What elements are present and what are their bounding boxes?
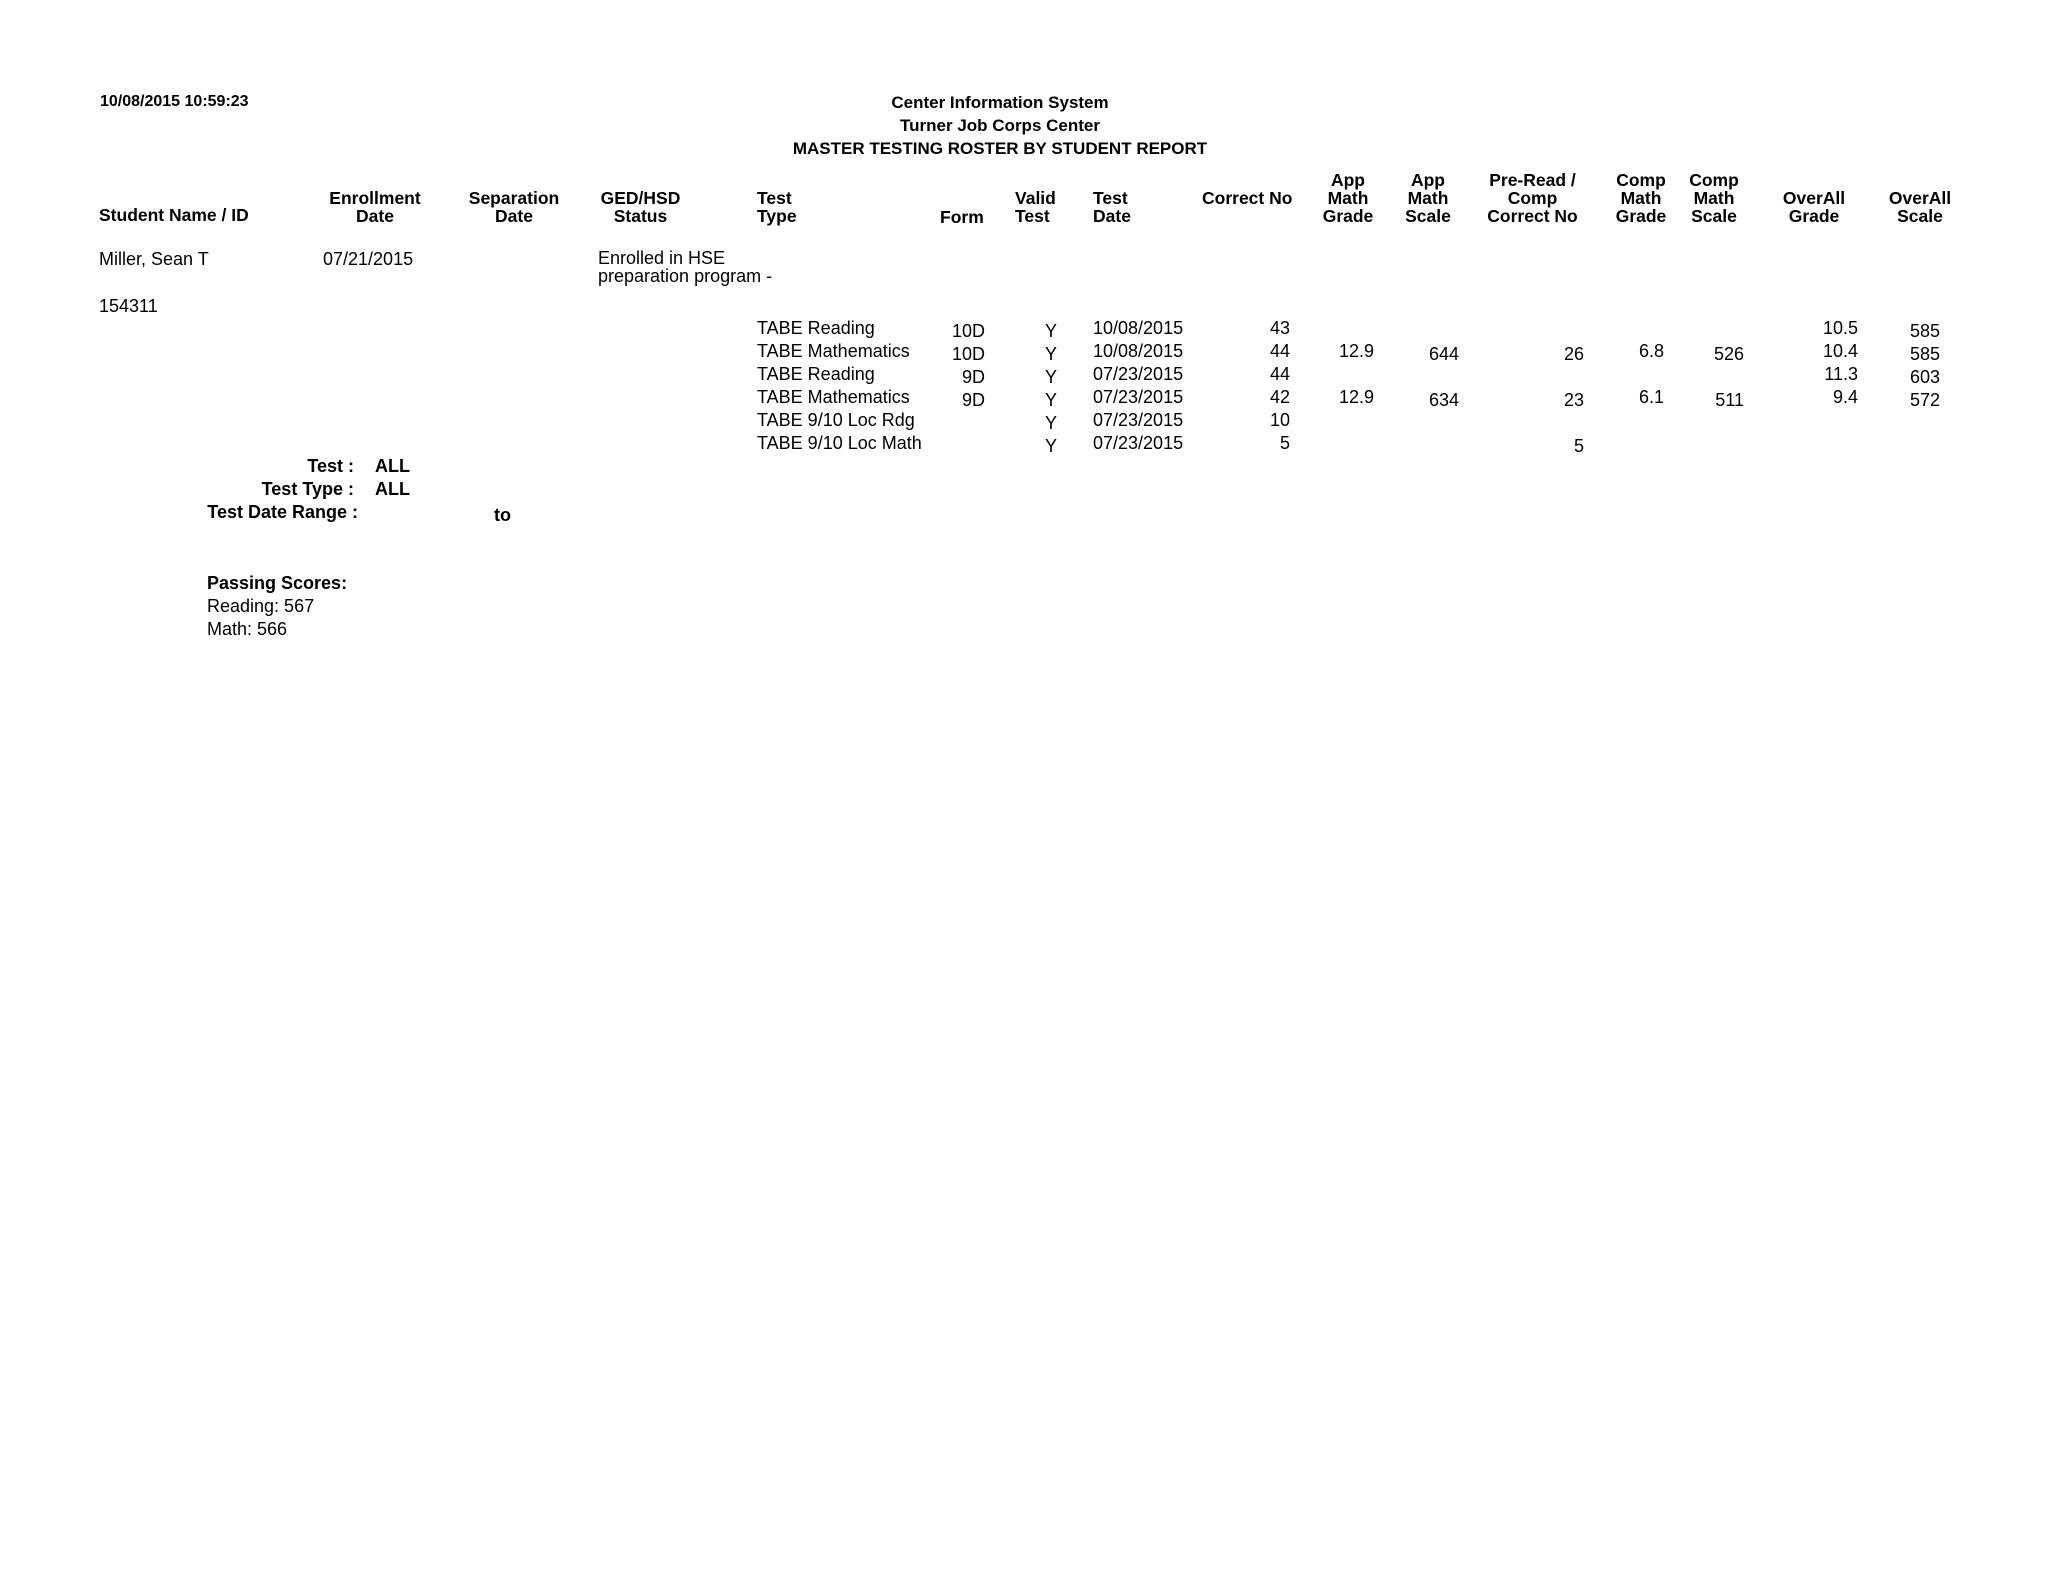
- col-comp-math-scale: Comp Math Scale: [1689, 170, 1739, 226]
- report-timestamp: 10/08/2015 10:59:23: [100, 93, 249, 110]
- test-date: 10/08/2015: [1093, 341, 1184, 361]
- test-type: TABE Mathematics: [757, 341, 910, 361]
- test-date: 07/23/2015: [1093, 433, 1184, 453]
- col-correct-no: Correct No: [1202, 188, 1293, 208]
- app-math-grade: 12.9: [1338, 341, 1374, 361]
- overall-scale: 603: [1909, 367, 1940, 387]
- test-type: TABE Reading: [757, 318, 875, 338]
- col-student-name-id: Student Name / ID: [99, 205, 249, 225]
- filter-date-range-to: to: [494, 505, 511, 525]
- col-app-math-grade: App Math Grade: [1322, 170, 1374, 226]
- passing-score-reading: Reading: 567: [207, 596, 315, 616]
- test-date: 07/23/2015: [1093, 364, 1184, 384]
- filter-test-type-value: ALL: [375, 479, 410, 499]
- passing-scores: [207, 572, 347, 641]
- filter-test-type-label: Test Type :: [261, 479, 354, 499]
- overall-scale: 585: [1909, 321, 1940, 341]
- correct-no: 44: [1269, 364, 1290, 384]
- passing-score-math: Math: 566: [207, 619, 288, 639]
- system-name: Center Information System: [891, 93, 1109, 112]
- pre-read-comp: 5: [1573, 436, 1584, 456]
- comp-math-scale: 526: [1713, 344, 1744, 364]
- test-type: TABE Mathematics: [757, 387, 910, 407]
- comp-math-scale: 511: [1715, 390, 1744, 410]
- col-form: Form: [940, 207, 984, 227]
- overall-grade: 10.4: [1822, 341, 1858, 361]
- student-name: Miller, Sean T: [99, 249, 209, 269]
- filter-date-range-label: Test Date Range :: [207, 502, 358, 522]
- app-math-grade: 12.9: [1338, 387, 1374, 407]
- col-test-date: Test Date: [1093, 188, 1131, 226]
- valid-test: Y: [1044, 413, 1057, 433]
- col-valid-test: Valid Test: [1015, 188, 1056, 226]
- overall-scale: 585: [1909, 344, 1940, 364]
- comp-math-grade: 6.1: [1638, 387, 1664, 407]
- valid-test: Y: [1044, 367, 1057, 387]
- pre-read-comp: 23: [1563, 390, 1584, 410]
- test-date: 10/08/2015: [1093, 318, 1184, 338]
- correct-no: 43: [1269, 318, 1290, 338]
- app-math-scale: 634: [1428, 390, 1459, 410]
- correct-no: 5: [1279, 433, 1290, 453]
- valid-test: Y: [1044, 344, 1057, 364]
- center-name: Turner Job Corps Center: [900, 116, 1100, 135]
- col-separation-date: Separation Date: [468, 188, 560, 226]
- col-enrollment-date: Enrollment Date: [329, 188, 421, 226]
- correct-no: 10: [1269, 410, 1290, 430]
- ged-hsd-status: Enrolled in HSE preparation program -: [598, 248, 773, 286]
- app-math-scale: 644: [1428, 344, 1459, 364]
- test-date: 07/23/2015: [1093, 410, 1184, 430]
- comp-math-grade: 6.8: [1638, 341, 1664, 361]
- test-form: 9D: [961, 390, 985, 410]
- test-type: TABE 9/10 Loc Math: [757, 433, 922, 453]
- col-pre-read-comp-correct: Pre-Read / Comp Correct No: [1487, 170, 1578, 226]
- report-title: MASTER TESTING ROSTER BY STUDENT REPORT: [792, 139, 1208, 158]
- test-type: TABE Reading: [757, 364, 875, 384]
- col-app-math-scale: App Math Scale: [1405, 170, 1451, 226]
- overall-scale: 572: [1909, 390, 1940, 410]
- pre-read-comp: 26: [1563, 344, 1584, 364]
- col-test-type: Test Type: [757, 188, 797, 226]
- test-form: 10D: [951, 321, 985, 341]
- test-form: 10D: [951, 344, 985, 364]
- filter-test-value: ALL: [375, 456, 410, 476]
- col-overall-scale: OverAll Scale: [1888, 188, 1952, 226]
- valid-test: Y: [1044, 390, 1057, 410]
- overall-grade: 9.4: [1832, 387, 1858, 407]
- overall-grade: 10.5: [1822, 318, 1858, 338]
- col-ged-hsd-status: GED/HSD Status: [600, 188, 681, 226]
- enrollment-date: 07/21/2015: [323, 249, 414, 269]
- overall-grade: 11.3: [1824, 364, 1858, 384]
- test-date: 07/23/2015: [1093, 387, 1184, 407]
- passing-scores-title: Passing Scores:: [207, 573, 348, 593]
- correct-no: 44: [1269, 341, 1290, 361]
- col-comp-math-grade: Comp Math Grade: [1615, 170, 1667, 226]
- col-overall-grade: OverAll Grade: [1782, 188, 1846, 226]
- valid-test: Y: [1044, 321, 1057, 341]
- valid-test: Y: [1044, 436, 1057, 456]
- test-type: TABE 9/10 Loc Rdg: [757, 410, 915, 430]
- student-id: 154311: [99, 296, 158, 316]
- filter-test-label: Test :: [307, 456, 354, 476]
- test-form: 9D: [961, 367, 985, 387]
- correct-no: 42: [1269, 387, 1290, 407]
